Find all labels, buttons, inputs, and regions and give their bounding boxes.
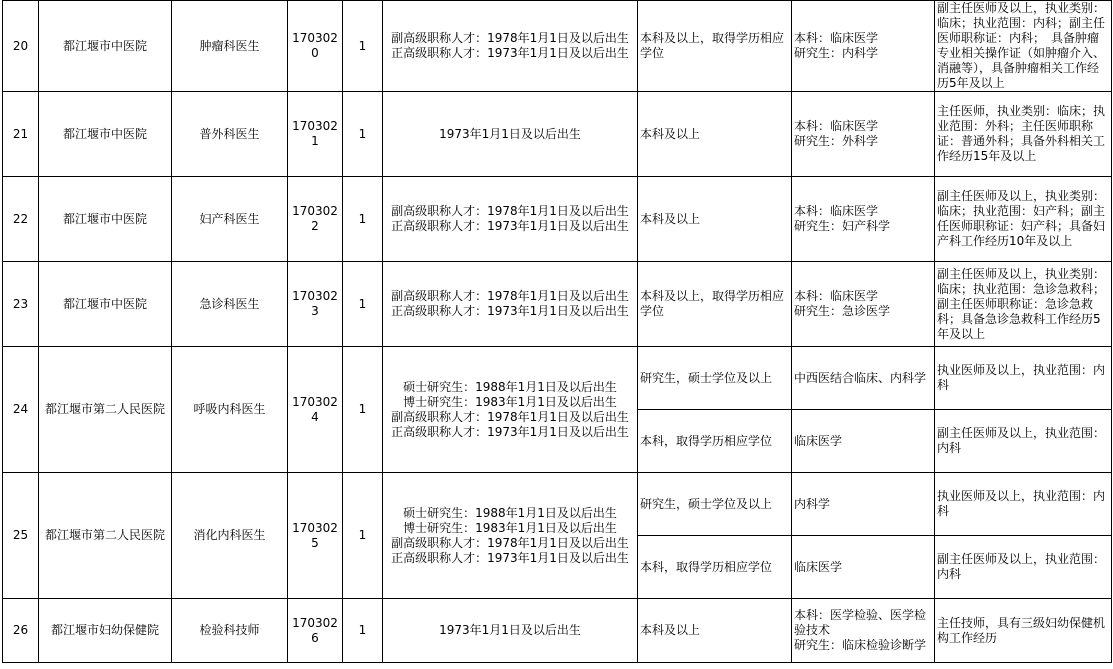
cell-position: 妇产科医生 xyxy=(172,177,288,262)
cell-line: 副高级职称人才：1978年1月1日及以后出生 xyxy=(391,204,629,218)
cell-line: 副高级职称人才：1978年1月1日及以后出生 xyxy=(391,289,629,303)
cell-code: 1703026 xyxy=(288,599,343,663)
cell-other: 执业医师及以上，执业范围：内科 xyxy=(935,347,1112,410)
cell-age xyxy=(383,473,638,599)
cell-code: 1703022 xyxy=(288,177,343,262)
cell-count: 1 xyxy=(343,262,383,347)
table-row xyxy=(3,1,1112,92)
cell-age xyxy=(383,1,638,92)
cell-code: 1703025 xyxy=(288,473,343,599)
cell-major: 本科：临床医学 研究生：妇产科学 xyxy=(792,177,935,262)
cell-line: 博士研究生：1983年1月1日及以后出生 xyxy=(403,394,617,409)
cell-line: 正高级职称人才：1973年1月1日及以后出生 xyxy=(391,304,629,318)
cell-number: 25 xyxy=(3,473,39,599)
cell-major: 本科：临床医学 研究生：急诊医学 xyxy=(792,262,935,347)
cell-position: 肿瘤科医生 xyxy=(172,1,288,92)
cell-number: 21 xyxy=(3,92,39,177)
cell-other: 副主任医师及以上，执业类别：临床；执业范围：内科；副主任医师职称证：内科； 具备肿瘤专业相关操作证（如肿瘤介入、消融等），具备肿瘤相关工作经历5年及以上 xyxy=(935,1,1112,92)
cell-line: 硕士研究生：1988年1月1日及以后出生 xyxy=(403,505,617,520)
cell-line: 正高级职称人才：1973年1月1日及以后出生 xyxy=(391,550,629,565)
cell-line: 正高级职称人才：1973年1月1日及以后出生 xyxy=(391,424,629,439)
cell-education: 本科及以上，取得学历相应学位 xyxy=(638,262,792,347)
cell-count: 1 xyxy=(343,1,383,92)
cell-number: 26 xyxy=(3,599,39,663)
cell-position: 呼吸内科医生 xyxy=(172,347,288,473)
cell-code: 1703020 xyxy=(288,1,343,92)
cell-age xyxy=(383,347,638,473)
cell-code: 1703021 xyxy=(288,92,343,177)
cell-line: 正高级职称人才：1973年1月1日及以后出生 xyxy=(391,46,629,60)
cell-other: 主任医师，执业类别：临床；执业范围：外科；主任医师职称证：普通外科；具备外科相关工作经历15年及以上 xyxy=(935,92,1112,177)
cell-number: 22 xyxy=(3,177,39,262)
table-row xyxy=(3,177,1112,262)
cell-line: 副高级职称人才：1978年1月1日及以后出生 xyxy=(391,409,629,424)
cell-position: 急诊科医生 xyxy=(172,262,288,347)
cell-age xyxy=(383,599,638,663)
cell-major: 中西医结合临床、内科学 xyxy=(792,347,935,410)
cell-major: 本科：临床医学 研究生：内科学 xyxy=(792,1,935,92)
cell-line: 硕士研究生：1988年1月1日及以后出生 xyxy=(403,379,617,394)
cell-count: 1 xyxy=(343,347,383,473)
table-body xyxy=(3,1,1112,663)
cell-unit: 都江堰市中医院 xyxy=(39,262,172,347)
cell-other: 副主任医师及以上，执业类别：临床；执业范围：急诊急救科；副主任医师职称证：急诊急救科；具备急诊急救科工作经历5年及以上 xyxy=(935,262,1112,347)
table-row xyxy=(3,92,1112,177)
cell-number: 24 xyxy=(3,347,39,473)
table-row xyxy=(3,599,1112,663)
cell-major: 本科：医学检验、医学检验技术 研究生：临床检验诊断学 xyxy=(792,599,935,663)
cell-education: 本科及以上 xyxy=(638,177,792,262)
cell-line: 博士研究生：1983年1月1日及以后出生 xyxy=(403,520,617,535)
cell-unit: 都江堰市中医院 xyxy=(39,1,172,92)
cell-number: 20 xyxy=(3,1,39,92)
cell-count: 1 xyxy=(343,92,383,177)
cell-position: 检验科技师 xyxy=(172,599,288,663)
cell-major: 内科学 xyxy=(792,473,935,536)
cell-major: 本科：临床医学 研究生：外科学 xyxy=(792,92,935,177)
cell-other: 主任技师，具有三级妇幼保健机构工作经历 xyxy=(935,599,1112,663)
cell-count: 1 xyxy=(343,177,383,262)
cell-line: 1973年1月1日及以后出生 xyxy=(439,126,581,141)
cell-line: 副高级职称人才：1978年1月1日及以后出生 xyxy=(391,31,629,45)
cell-education: 本科，取得学历相应学位 xyxy=(638,536,792,599)
cell-other: 副主任医师及以上，执业范围：内科 xyxy=(935,536,1112,599)
cell-education: 本科及以上，取得学历相应学位 xyxy=(638,1,792,92)
cell-code: 1703023 xyxy=(288,262,343,347)
cell-unit: 都江堰市第二人民医院 xyxy=(39,473,172,599)
cell-unit: 都江堰市第二人民医院 xyxy=(39,347,172,473)
cell-line: 副高级职称人才：1978年1月1日及以后出生 xyxy=(391,535,629,550)
cell-education: 本科及以上 xyxy=(638,92,792,177)
cell-count: 1 xyxy=(343,599,383,663)
cell-position: 消化内科医生 xyxy=(172,473,288,599)
cell-other: 副主任医师及以上，执业类别：临床；执业范围：妇产科；副主任医师职称证：妇产科；具备妇产科工作经历10年及以上 xyxy=(935,177,1112,262)
cell-education: 研究生，硕士学位及以上 xyxy=(638,473,792,536)
cell-unit: 都江堰市中医院 xyxy=(39,92,172,177)
cell-age xyxy=(383,92,638,177)
cell-unit: 都江堰市中医院 xyxy=(39,177,172,262)
table-row xyxy=(3,347,1112,410)
cell-code: 1703024 xyxy=(288,347,343,473)
cell-education: 研究生，硕士学位及以上 xyxy=(638,347,792,410)
cell-line: 正高级职称人才：1973年1月1日及以后出生 xyxy=(391,219,629,233)
cell-position: 普外科医生 xyxy=(172,92,288,177)
cell-unit: 都江堰市妇幼保健院 xyxy=(39,599,172,663)
cell-education: 本科，取得学历相应学位 xyxy=(638,410,792,473)
cell-age xyxy=(383,262,638,347)
table-row xyxy=(3,262,1112,347)
table-row xyxy=(3,473,1112,536)
cell-other: 执业医师及以上，执业范围：内科 xyxy=(935,473,1112,536)
cell-other: 副主任医师及以上，执业范围：内科 xyxy=(935,410,1112,473)
cell-major: 临床医学 xyxy=(792,410,935,473)
cell-line: 1973年1月1日及以后出生 xyxy=(439,623,581,637)
cell-education: 本科及以上 xyxy=(638,599,792,663)
cell-major: 临床医学 xyxy=(792,536,935,599)
cell-number: 23 xyxy=(3,262,39,347)
recruitment-table xyxy=(2,0,1112,663)
cell-age xyxy=(383,177,638,262)
cell-count: 1 xyxy=(343,473,383,599)
